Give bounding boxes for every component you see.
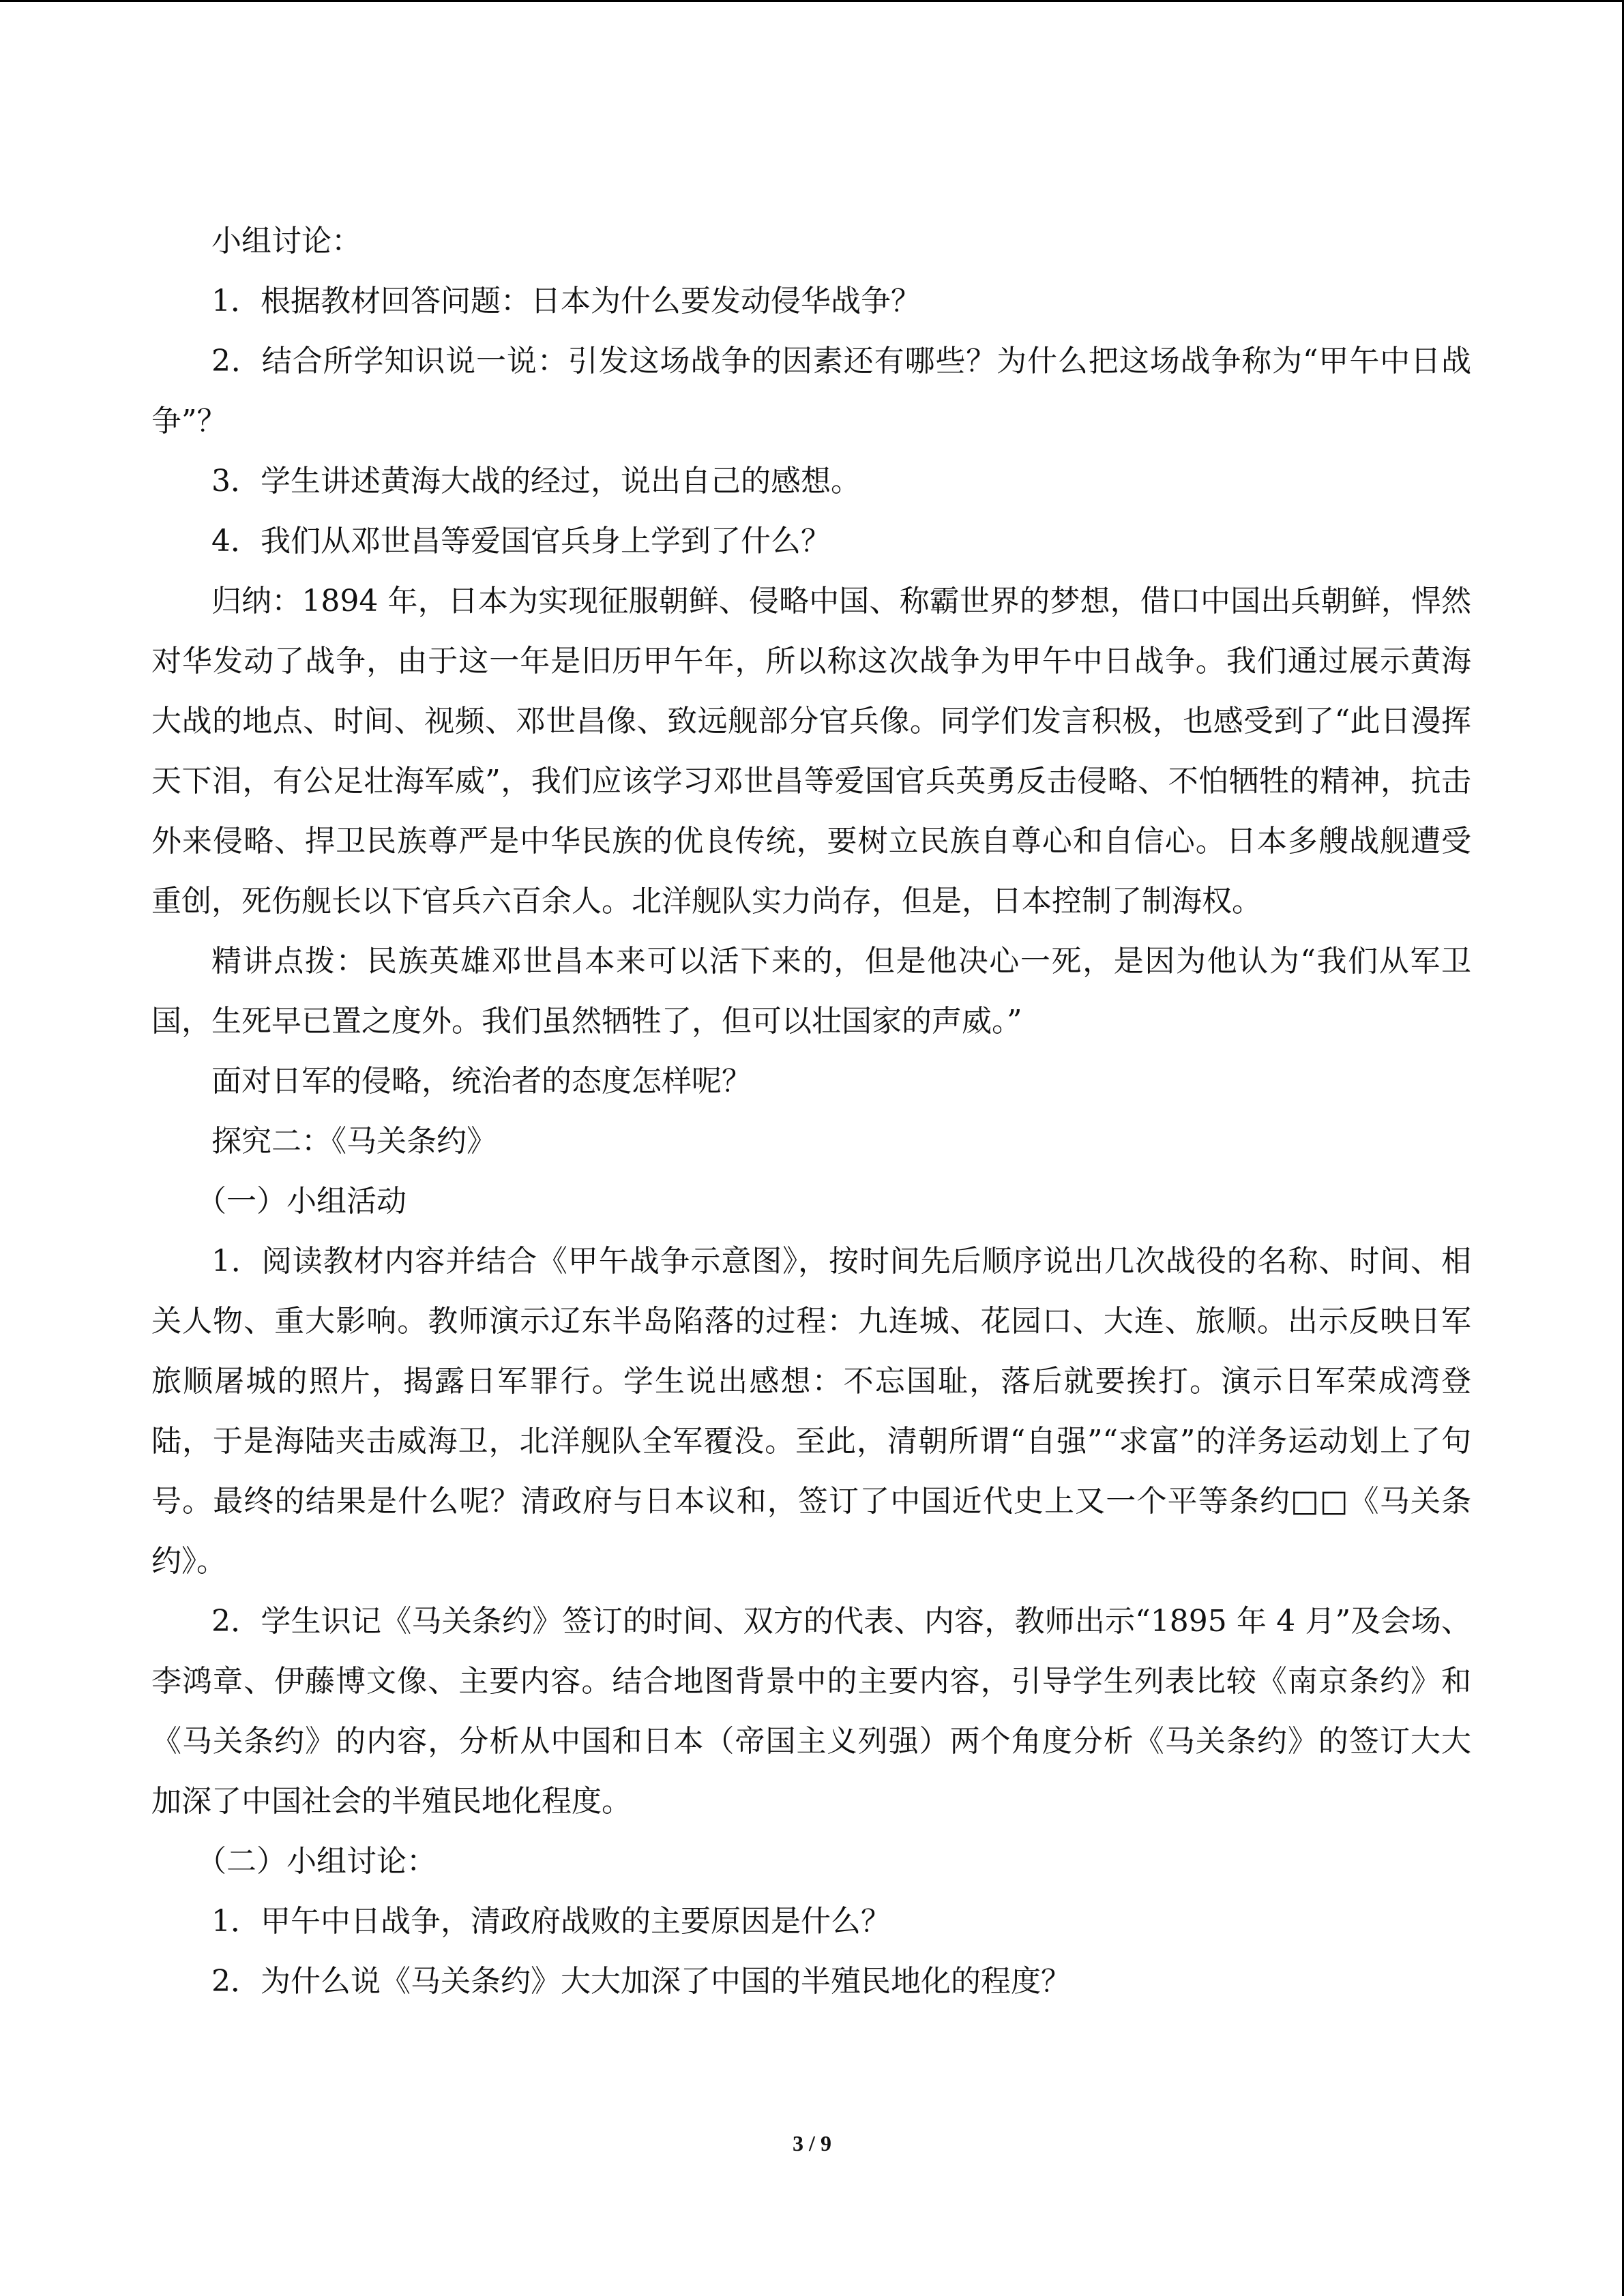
question-3: 3．学生讲述黄海大战的经过，说出自己的感想。 bbox=[211, 464, 861, 498]
transition-question: 面对日军的侵略，统治者的态度怎样呢？ bbox=[211, 1064, 752, 1099]
question-1: 1．根据教材回答问题：日本为什么要发动侵华战争？ bbox=[211, 284, 921, 318]
section-heading-inquiry-2: 探究二：《马关条约》 bbox=[211, 1124, 497, 1159]
summary-paragraph: 归纳：1894 年，日本为实现征服朝鲜、侵略中国、称霸世界的梦想，借口中国出兵朝鲜，悍然对华发动了战争，由于这一年是旧历甲午年，所以称这次战争为甲午中日战争。我们通过展示黄海大战的地点、时间、视频、邓世昌像、致远舰部分官兵像。同学们发言积极，也感受到了“此日漫挥天下泪，有公足壮海军威”，我们应该学习邓世昌等爱国官兵英勇反击侵略、不怕牺牲的精神，抗击外来侵略、捍卫民族尊严是中华民族的优良传统，要树立民族自尊心和自信心。日本多艘战舰遭受重创，死伤舰长以下官兵六百余人。北洋舰队实力尚存，但是，日本控制了制海权。 bbox=[151, 584, 1471, 919]
activity-item-2: 2．学生识记《马关条约》签订的时间、双方的代表、内容，教师出示“1895 年 4 月”及会场、李鸿章、伊藤博文像、主要内容。结合地图背景中的主要内容，引导学生列表比较《南京条约》和《马关条约》的内容，分析从中国和日本（帝国主义列强）两个角度分析《马关条约》的签订大大加深了中国社会的半殖民地化程度。 bbox=[151, 1604, 1471, 1819]
question-2: 2．结合所学知识说一说：引发这场战争的因素还有哪些？为什么把这场战争称为“甲午中日战争”？ bbox=[151, 344, 1471, 438]
activity-item-1: 1．阅读教材内容并结合《甲午战争示意图》，按时间先后顺序说出几次战役的名称、时间、相关人物、重大影响。教师演示辽东半岛陷落的过程：九连城、花园口、大连、旅顺。出示反映日军旅顺屠城的照片，揭露日军罪行。学生说出感想：不忘国耻，落后就要挨打。演示日军荣成湾登陆，于是海陆夹击威海卫，北洋舰队全军覆没。至此，清朝所谓“自强”“求富”的洋务运动划上了句号。最终的结果是什么呢？清政府与日本议和，签订了中国近代史上又一个平等条约□□《马关条约》。 bbox=[151, 1244, 1471, 1579]
subsection-heading-discussion: （二）小组讨论： bbox=[196, 1844, 437, 1879]
discussion-heading: 小组讨论： bbox=[211, 224, 361, 258]
discussion-item-1: 1．甲午中日战争，清政府战败的主要原因是什么？ bbox=[211, 1904, 891, 1939]
key-points-paragraph: 精讲点拨：民族英雄邓世昌本来可以活下来的，但是他决心一死，是因为他认为“我们从军卫国，生死早已置之度外。我们虽然牺牲了，但可以壮国家的声威。” bbox=[151, 944, 1471, 1039]
discussion-item-2: 2．为什么说《马关条约》大大加深了中国的半殖民地化的程度？ bbox=[211, 1964, 1071, 1999]
document-body bbox=[151, 211, 1471, 2012]
subsection-heading-activity: （一）小组活动 bbox=[196, 1184, 407, 1219]
question-4: 4．我们从邓世昌等爱国官兵身上学到了什么？ bbox=[211, 524, 831, 558]
page-number: 3 / 9 bbox=[793, 2131, 831, 2156]
page-border-top bbox=[0, 0, 1624, 2]
